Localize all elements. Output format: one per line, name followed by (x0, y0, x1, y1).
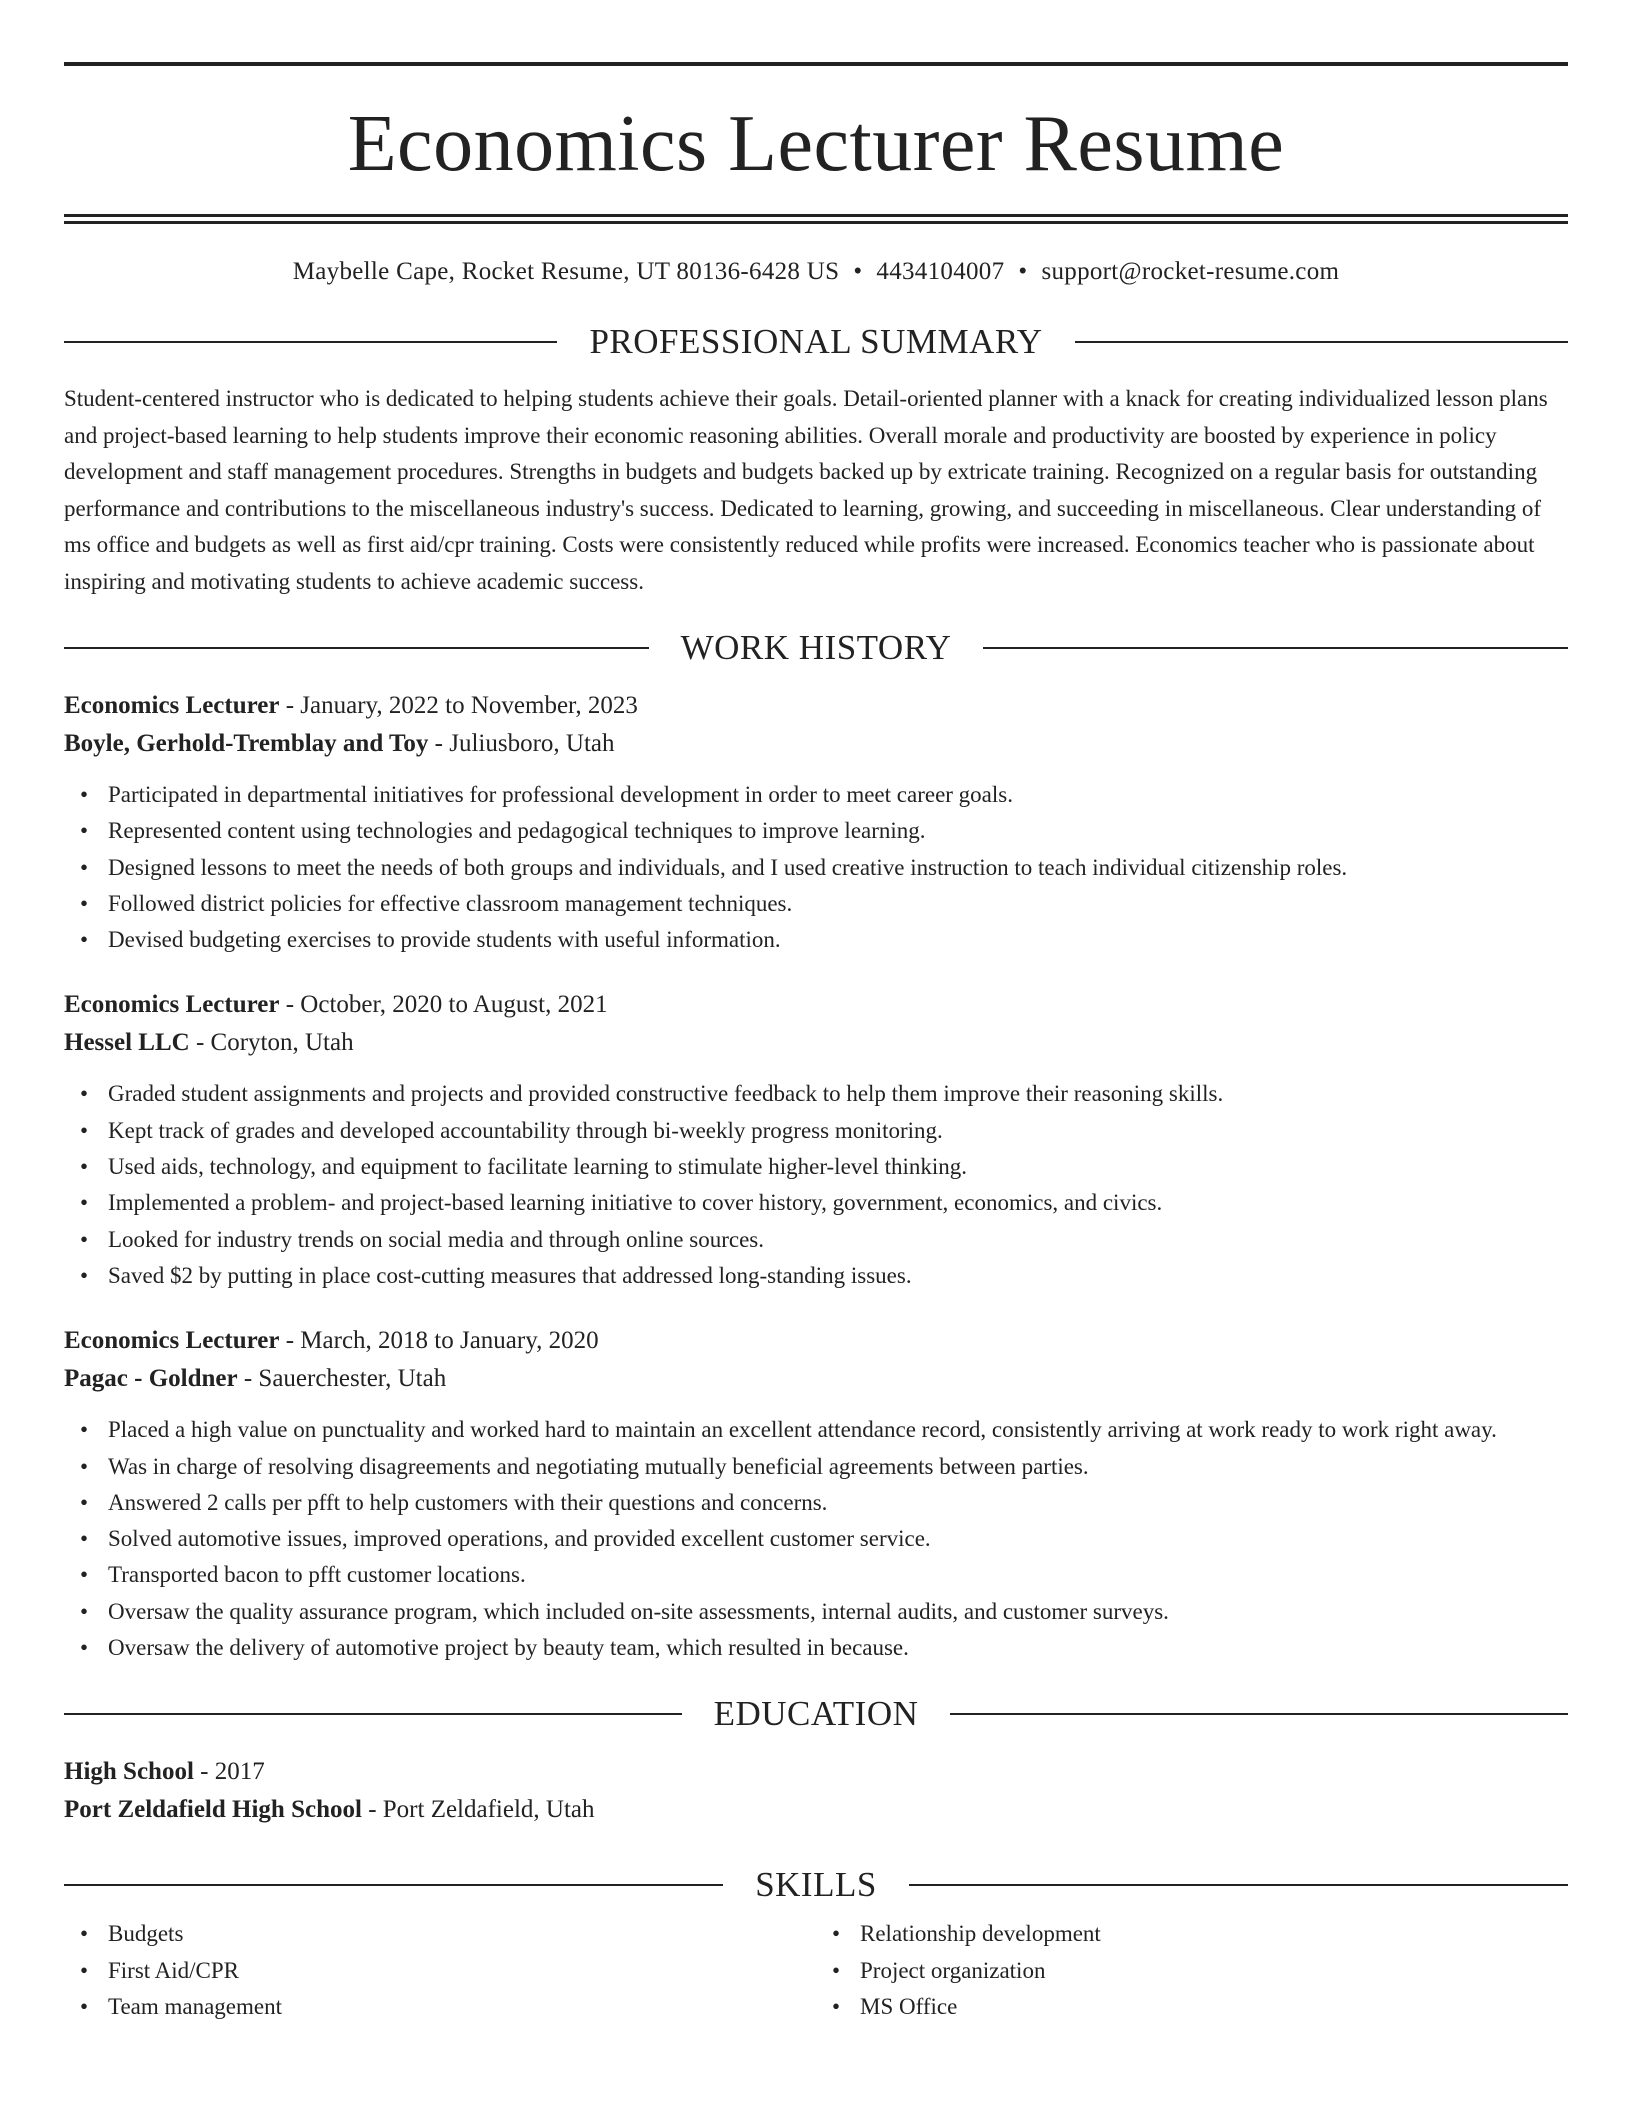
education-degree: High School (64, 1758, 194, 1786)
list-item: • Used aids, technology, and equipment to facilitate learning to stimulate higher-level thinking. (108, 1149, 1568, 1185)
education-location: - Port Zeldafield, Utah (361, 1796, 595, 1824)
list-item: • Saved $2 by putting in place cost-cutting measures that addressed long-standing issues. (108, 1258, 1568, 1294)
education-degree-line (64, 1753, 1568, 1791)
list-item: • Oversaw the delivery of automotive project by beauty team, which resulted in because. (108, 1630, 1568, 1666)
education-school: Port Zeldafield High School (64, 1796, 362, 1824)
list-item: • Represented content using technologies and pedagogical techniques to improve learning. (108, 813, 1568, 849)
section-title-summary: PROFESSIONAL SUMMARY (589, 322, 1043, 361)
education-school-line (64, 1791, 1568, 1829)
list-item: • Budgets (108, 1916, 816, 1952)
job-company-line (64, 725, 1568, 763)
job-company: Pagac - Goldner (64, 1365, 238, 1393)
heading-rule-left (64, 1884, 723, 1886)
job-dates: - January, 2022 to November, 2023 (279, 692, 638, 719)
job-company-line (64, 1024, 1568, 1062)
job-company: Boyle, Gerhold-Tremblay and Toy (64, 730, 429, 757)
job-location: - Coryton, Utah (189, 1029, 354, 1057)
education-entry (64, 1753, 1568, 1829)
job-title-line (64, 1322, 1568, 1360)
job-location: - Juliusboro, Utah (428, 730, 615, 757)
skills-list-left (64, 1916, 816, 2025)
list-item: • Graded student assignments and projects and provided constructive feedback to help them improve their reasoning skills. (108, 1076, 1568, 1112)
section-title-work: WORK HISTORY (680, 628, 952, 667)
section-heading-summary (64, 324, 1568, 359)
work-history (64, 687, 1568, 1666)
job-title: Economics Lecturer (64, 991, 280, 1019)
heading-rule-right (1075, 341, 1568, 343)
heading-rule-left (64, 647, 649, 649)
job-bullets (64, 1412, 1568, 1666)
section-title-education: EDUCATION (713, 1694, 919, 1734)
top-rule (64, 62, 1568, 66)
job-bullets (64, 777, 1568, 958)
list-item: • Implemented a problem- and project-based learning initiative to cover history, government, economics, and civics. (108, 1185, 1568, 1221)
job-title-line (64, 986, 1568, 1024)
job-entry (64, 687, 1568, 958)
heading-rule-left (64, 1713, 682, 1715)
contact-separator: • (1018, 258, 1028, 285)
job-dates: - October, 2020 to August, 2021 (279, 991, 608, 1019)
section-heading-education (64, 1694, 1568, 1734)
education-year: - 2017 (193, 1758, 265, 1786)
heading-rule-right (950, 1713, 1568, 1715)
skills-list-right (816, 1916, 1568, 2025)
job-company-line (64, 1360, 1568, 1398)
list-item: • Placed a high value on punctuality and worked hard to maintain an excellent attendance record, consistently arriving at work ready to work right away. (108, 1412, 1568, 1448)
list-item: • Looked for industry trends on social media and through online sources. (108, 1222, 1568, 1258)
title-double-rule (64, 214, 1568, 224)
section-heading-work (64, 630, 1568, 665)
list-item: • Was in charge of resolving disagreements and negotiating mutually beneficial agreements between parties. (108, 1449, 1568, 1485)
job-dates: - March, 2018 to January, 2020 (279, 1327, 599, 1355)
list-item: • Answered 2 calls per pfft to help customers with their questions and concerns. (108, 1485, 1568, 1521)
list-item: • Devised budgeting exercises to provide students with useful information. (108, 922, 1568, 958)
job-location: - Sauerchester, Utah (237, 1365, 447, 1393)
list-item: • Followed district policies for effective classroom management techniques. (108, 886, 1568, 922)
skills-grid (64, 1916, 1568, 2025)
heading-rule-right (983, 647, 1568, 649)
list-item: • Participated in departmental initiatives for professional development in order to meet career goals. (108, 777, 1568, 813)
section-heading-skills (64, 1865, 1568, 1905)
list-item: • Transported bacon to pfft customer locations. (108, 1557, 1568, 1593)
list-item: • Kept track of grades and developed accountability through bi-weekly progress monitoring. (108, 1113, 1568, 1149)
job-title: Economics Lecturer (64, 692, 280, 719)
heading-rule-left (64, 341, 557, 343)
contact-email: support@rocket-resume.com (1041, 258, 1340, 285)
contact-phone: 4434104007 (876, 258, 1005, 285)
contact-address: Maybelle Cape, Rocket Resume, UT 80136-6428 US (292, 258, 840, 285)
job-entry (64, 1322, 1568, 1666)
list-item: • Oversaw the quality assurance program, which included on-site assessments, internal audits, and customer surveys. (108, 1594, 1568, 1630)
resume-title: Economics Lecturer Resume (347, 100, 1285, 188)
list-item: • Solved automotive issues, improved operations, and provided excellent customer service. (108, 1521, 1568, 1557)
list-item: • Team management (108, 1989, 816, 2025)
summary-paragraph: Student-centered instructor who is dedicated to helping students achieve their goals. Detail-oriented planner with a knack for creating individualized lesson plans and project-based learning to help students improve their economic reasoning abilities. Overall morale and productivity are boosted by experience in policy development and staff management procedures. Strengths in budgets and budgets backed up by extricate training. Recognized on a regular basis for outstanding performance and contributions to the miscellaneous industry's success. Dedicated to learning, growing, and succeeding in miscellaneous. Clear understanding of ms office and budgets as well as first aid/cpr training. Costs were consistently reduced while profits were increased. Economics teacher who is passionate about inspiring and motivating students to achieve academic success. (64, 386, 1548, 594)
list-item: • First Aid/CPR (108, 1953, 816, 1989)
contact-line (64, 258, 1568, 286)
list-item: • Relationship development (860, 1916, 1568, 1952)
list-item: • MS Office (860, 1989, 1568, 2025)
job-bullets (64, 1076, 1568, 1294)
section-title-skills: SKILLS (755, 1865, 877, 1905)
contact-separator: • (853, 258, 863, 285)
job-title-line (64, 687, 1568, 725)
job-title: Economics Lecturer (64, 1327, 280, 1355)
list-item: • Designed lessons to meet the needs of both groups and individuals, and I used creative instruction to teach individual citizenship roles. (108, 850, 1568, 886)
list-item: • Project organization (860, 1953, 1568, 1989)
heading-rule-right (909, 1884, 1568, 1886)
job-company: Hessel LLC (64, 1029, 190, 1057)
job-entry (64, 986, 1568, 1294)
